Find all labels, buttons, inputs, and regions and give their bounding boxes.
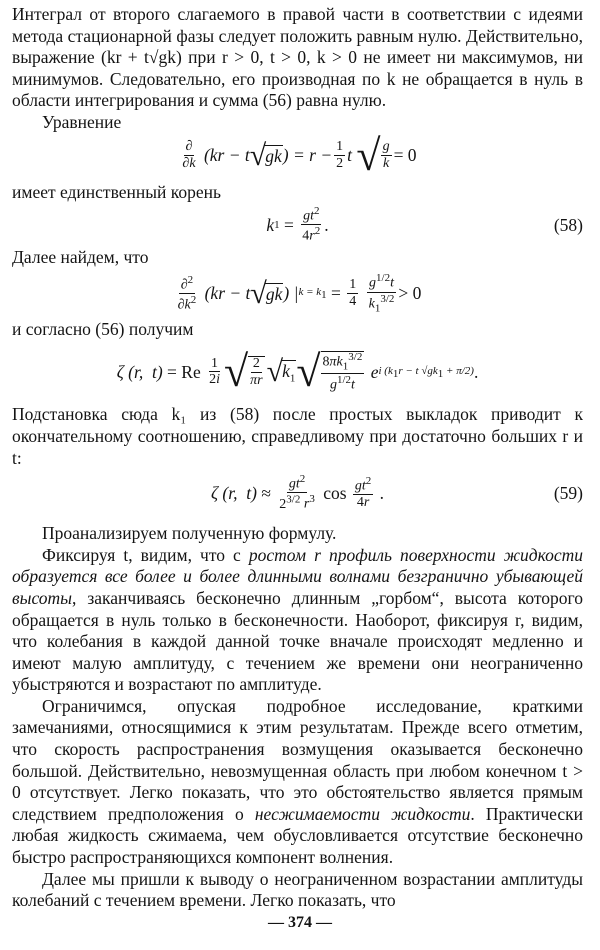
equation-59: ζ (r, t) ≈ $\frac{gt^2}{2^{3/2} r^3}$ cos $\frac{gt^2}{4r}$ . (59) [210,472,583,512]
equation-58-number: (58) [553,214,583,235]
equation-derivative: $\frac{\partial}{\partial k}$ (kr − t √ gk ) = r − $\frac{1}{2}$ t √ $\frac{g}{k}$ = 0 [182,130,417,180]
paragraph-conclusion: Далее мы пришли к выводу о неограниченном возрастании амплитуды колебаний с течением времени. Легко показать, что [12,868,583,911]
paragraph-fixing-t-end: , заканчиваясь бесконечно длинным „горбом“, высота которого обращается в нуль только в бесконечности. Наоборот, фиксируя r, видим, что колебания в каждой данной точке вначале происходят медленно и имеют малую амплитуду, с течением же времени они неограниченно убыстряются и возрастают по амплитуде. [12,587,583,695]
paragraph-remarks-italic: несжимаемости жидкости [254,803,471,824]
paragraph-root: имеет единственный корень [12,181,221,202]
equation-58: k 1 = $\frac{gt^2}{4r^2}$ . (58) [266,204,583,244]
paragraph-equation-intro: Уравнение [42,111,122,132]
paragraph-fixing-t-italic: ростом r профиль поверхности жидкости образуется все более и более длинными волнами безгранично убывающей высоты [12,544,583,608]
page-number: — 374 — [268,914,332,931]
paragraph-fixing-t-start: Фиксируя t, видим, что с [42,544,249,565]
equation-zeta: ζ (r, t) = Re $\frac{1}{2i}$ √ $\frac{2}{\pi r}$ √ $k_1$ √ $\frac{8\pi k_1^{3/2}}{g^{1/2}t}$ e i ($k_1r - t$ $√gk_1 + \pi/2$) . [116,347,479,397]
paragraph-analyze: Проанализируем полученную формулу. [42,523,337,544]
paragraph-remarks [12,696,583,869]
equation-second-derivative: $\frac{\partial^2}{\partial k^2}$ (kr − t √ gk ) | $k = k_1$ = $\frac{1}{4}$ $\frac{g^{1/2}t}{k_1^{3/2}}$ > 0 [177,272,422,315]
page-body [12,4,583,912]
paragraph-further: Далее найдем, что [12,247,149,268]
paragraph-according: и согласно (56) получим [12,318,194,339]
paragraph-fixing-t [12,545,583,696]
paragraph-remarks-start: Ограничимся, опуская подробное исследование, краткими замечаниями, относящимися к этим результатам. Прежде всего отметим, что скорость распространения возмущения оказывается бесконечно большой. Действительно, невозмущенная область при любом конечном t > 0 отсутствует. Легко показать, что это обстоятельство является прямым следствием предположения о [12,695,583,824]
paragraph-1: Интеграл от второго слагаемого в правой части в соответствии с идеями метода стационарной фазы следует положить равным нулю. Действительно, выражение (kr + t√gk) при r > 0, t > 0, k > 0 не имеет ни максимумов, ни минимумов. Следовательно, его производная по k не обращается в нуль в области интегрирования и сумма (56) равна нулю. [12,4,583,111]
paragraph-substitution: Подстановка сюда k₁ из (58) после простых выкладок приводит к окончательному соотношению, справедливому при достаточно больших r и t: [12,404,583,468]
equation-59-number: (59) [553,482,583,503]
paragraph-remarks-end: . Практически любая жидкость сжимаема, чем обусловливается отсутствие бесконечно быстро распространяющихся компонент волнения. [12,803,583,868]
